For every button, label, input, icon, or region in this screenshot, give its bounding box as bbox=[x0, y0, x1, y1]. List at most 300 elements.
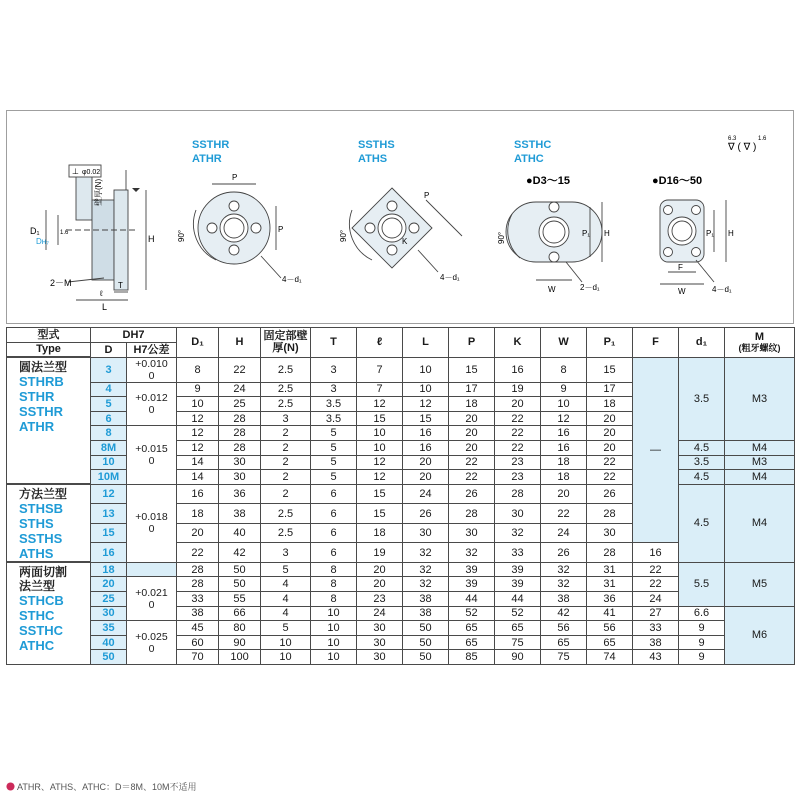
d-cell: 13 bbox=[91, 504, 127, 524]
t-cell: 5 bbox=[311, 441, 357, 456]
l-small-cell: 10 bbox=[357, 426, 403, 441]
t-cell: 10 bbox=[311, 621, 357, 636]
h-cell: 50 bbox=[219, 562, 261, 577]
p1-cell: 26 bbox=[587, 484, 633, 504]
flatness-value: φ0.02 bbox=[82, 169, 101, 176]
view2-p-label: P bbox=[424, 191, 430, 200]
t-cell: 8 bbox=[311, 592, 357, 607]
view-round-flange bbox=[177, 139, 302, 284]
type-code: SSTHR bbox=[19, 404, 64, 420]
view2-hole-label: 4－d₁ bbox=[440, 273, 460, 282]
w-cell: 10 bbox=[541, 397, 587, 412]
h-cell: 28 bbox=[219, 411, 261, 426]
l-small-cell: 24 bbox=[357, 606, 403, 621]
l-small-cell: 7 bbox=[357, 357, 403, 382]
d-cell: 3 bbox=[91, 357, 127, 382]
view3-title-2: ATHC bbox=[514, 153, 544, 165]
f-cell: 43 bbox=[633, 650, 679, 665]
d1-cell: 14 bbox=[177, 470, 219, 485]
type-code: STHS bbox=[19, 516, 54, 532]
d-cell: 25 bbox=[91, 592, 127, 607]
d1-cell: 16 bbox=[177, 484, 219, 504]
n-cell: 4 bbox=[261, 577, 311, 592]
l-small-cell: 15 bbox=[357, 411, 403, 426]
l-cell: 50 bbox=[403, 621, 449, 636]
p-cell: 65 bbox=[449, 635, 495, 650]
d1-cell: 22 bbox=[177, 543, 219, 563]
tol-cell bbox=[127, 621, 177, 665]
l-cell: 38 bbox=[403, 606, 449, 621]
t-cell: 3 bbox=[311, 382, 357, 397]
p1-cell: 18 bbox=[587, 397, 633, 412]
n-cell: 5 bbox=[261, 562, 311, 577]
p1-cell: 22 bbox=[587, 455, 633, 470]
l-cell: 32 bbox=[403, 543, 449, 563]
k-cell: 90 bbox=[495, 650, 541, 665]
l-small-label: ℓ bbox=[100, 289, 103, 298]
h-cell: 42 bbox=[219, 543, 261, 563]
header-t: T bbox=[311, 328, 357, 358]
f-cell: 33 bbox=[633, 621, 679, 636]
l-cell: 20 bbox=[403, 470, 449, 485]
type-group-cn: 方法兰型 bbox=[19, 487, 68, 502]
l-cell: 24 bbox=[403, 484, 449, 504]
d-cell: 20 bbox=[91, 577, 127, 592]
view1-hole-label: 4－d₁ bbox=[282, 275, 302, 284]
header-l: L bbox=[403, 328, 449, 358]
k-cell: 44 bbox=[495, 592, 541, 607]
t-cell: 8 bbox=[311, 562, 357, 577]
l-small-cell: 10 bbox=[357, 441, 403, 456]
table-row bbox=[7, 357, 795, 382]
d-cell: 5 bbox=[91, 397, 127, 412]
type-code: STHC bbox=[19, 608, 55, 624]
m-cell: M4 bbox=[725, 484, 795, 562]
roughness-value-1: 6.3 bbox=[728, 136, 737, 142]
d-cell: 8 bbox=[91, 426, 127, 441]
p-cell: 26 bbox=[449, 484, 495, 504]
p1-cell: 65 bbox=[587, 635, 633, 650]
header-row-1 bbox=[7, 328, 795, 343]
d1-small-cell: 4.5 bbox=[679, 441, 725, 456]
view3-title-1: SSTHC bbox=[514, 139, 552, 151]
h-cell: 55 bbox=[219, 592, 261, 607]
l-small-cell: 20 bbox=[357, 577, 403, 592]
type-group-round bbox=[7, 357, 91, 484]
n-cell: 4 bbox=[261, 592, 311, 607]
p1-cell: 28 bbox=[587, 543, 633, 563]
m-cell: M4 bbox=[725, 441, 795, 456]
view3-h-label: H bbox=[604, 229, 610, 238]
p1-cell: 30 bbox=[587, 523, 633, 543]
p-cell: 20 bbox=[449, 441, 495, 456]
k-cell: 22 bbox=[495, 411, 541, 426]
w-cell: 32 bbox=[541, 562, 587, 577]
t-cell: 5 bbox=[311, 470, 357, 485]
p-cell: 39 bbox=[449, 577, 495, 592]
d1-cell: 12 bbox=[177, 411, 219, 426]
p1-cell: 17 bbox=[587, 382, 633, 397]
f-cell: 16 bbox=[633, 543, 679, 563]
view1-title-1: SSTHR bbox=[192, 139, 230, 151]
d1-cell: 20 bbox=[177, 523, 219, 543]
header-p1: P₁ bbox=[587, 328, 633, 358]
p-cell: 22 bbox=[449, 455, 495, 470]
p-cell: 52 bbox=[449, 606, 495, 621]
table-row bbox=[7, 650, 795, 665]
type-code: STHSB bbox=[19, 501, 64, 517]
type-code: SSTHC bbox=[19, 623, 64, 639]
l-small-cell: 30 bbox=[357, 621, 403, 636]
table-row bbox=[7, 621, 795, 636]
d1-small-cell: 3.5 bbox=[679, 357, 725, 440]
t-cell: 8 bbox=[311, 577, 357, 592]
view3-angle: 90° bbox=[497, 231, 506, 244]
m-cell: M3 bbox=[725, 455, 795, 470]
p-cell: 15 bbox=[449, 357, 495, 382]
w-cell: 38 bbox=[541, 592, 587, 607]
h-cell: 30 bbox=[219, 470, 261, 485]
w-cell: 8 bbox=[541, 357, 587, 382]
view4-h-label: H bbox=[728, 229, 734, 238]
m-cell: M6 bbox=[725, 606, 795, 664]
k-cell: 30 bbox=[495, 504, 541, 524]
header-d: D bbox=[91, 342, 127, 357]
d-cell: 35 bbox=[91, 621, 127, 636]
l-cell: 32 bbox=[403, 562, 449, 577]
p-cell: 20 bbox=[449, 411, 495, 426]
dh7-label: Dʜ₇ bbox=[36, 237, 49, 246]
m-cell: M3 bbox=[725, 357, 795, 440]
h-cell: 50 bbox=[219, 577, 261, 592]
type-code: ATHC bbox=[19, 638, 55, 654]
roughness-value-2: 1.6 bbox=[758, 136, 767, 142]
p-cell: 32 bbox=[449, 543, 495, 563]
tol-cell bbox=[127, 577, 177, 621]
w-cell: 42 bbox=[541, 606, 587, 621]
k-cell: 52 bbox=[495, 606, 541, 621]
view2-k-label: K bbox=[402, 237, 408, 246]
type-group-square bbox=[7, 484, 91, 562]
flatness-symbol: ⊥ bbox=[72, 167, 79, 176]
wall-thickness-label: 壁厚(N) bbox=[94, 178, 103, 206]
tol-cell bbox=[127, 426, 177, 484]
d1-small-cell: 4.5 bbox=[679, 484, 725, 562]
k-cell: 23 bbox=[495, 470, 541, 485]
header-f: F bbox=[633, 328, 679, 358]
technical-drawing bbox=[6, 110, 794, 324]
p-cell: 28 bbox=[449, 504, 495, 524]
table-row bbox=[7, 577, 795, 592]
w-cell: 32 bbox=[541, 577, 587, 592]
t-cell: 6 bbox=[311, 543, 357, 563]
d1-label: D₁ bbox=[30, 226, 40, 236]
footnote bbox=[6, 780, 197, 793]
d1-cell: 12 bbox=[177, 441, 219, 456]
f-cell: 22 bbox=[633, 562, 679, 577]
h-cell: 66 bbox=[219, 606, 261, 621]
table-row bbox=[7, 592, 795, 607]
type-code: STHR bbox=[19, 389, 55, 405]
t-cell: 3.5 bbox=[311, 397, 357, 412]
table-row bbox=[7, 606, 795, 621]
n-cell: 3 bbox=[261, 411, 311, 426]
header-type-cn: 型式 bbox=[7, 328, 91, 343]
p1-cell: 31 bbox=[587, 577, 633, 592]
table-row bbox=[7, 562, 795, 577]
h-cell: 28 bbox=[219, 426, 261, 441]
d-cell: 10 bbox=[91, 455, 127, 470]
view1-p2-label: P bbox=[278, 225, 284, 234]
header-w: W bbox=[541, 328, 587, 358]
t-cell: 6 bbox=[311, 504, 357, 524]
d1-small-cell: 3.5 bbox=[679, 455, 725, 470]
n-cell: 4 bbox=[261, 606, 311, 621]
p1-cell: 28 bbox=[587, 504, 633, 524]
l-cell: 10 bbox=[403, 357, 449, 382]
l-cell: 50 bbox=[403, 650, 449, 665]
n-cell: 10 bbox=[261, 635, 311, 650]
header-m-label: M bbox=[754, 331, 765, 344]
view-cut-flange-large bbox=[652, 175, 734, 296]
l-small-cell: 15 bbox=[357, 484, 403, 504]
k-cell: 16 bbox=[495, 357, 541, 382]
d-cell: 40 bbox=[91, 635, 127, 650]
p-cell: 44 bbox=[449, 592, 495, 607]
d1-cell: 14 bbox=[177, 455, 219, 470]
w-cell: 26 bbox=[541, 543, 587, 563]
l-cell: 16 bbox=[403, 441, 449, 456]
d-cell: 6 bbox=[91, 411, 127, 426]
view4-range-label: ●D16～50 bbox=[652, 175, 703, 187]
type-code: STHRB bbox=[19, 374, 64, 390]
d-cell: 15 bbox=[91, 523, 127, 543]
t-cell: 5 bbox=[311, 426, 357, 441]
k-cell: 32 bbox=[495, 523, 541, 543]
l-cell: 10 bbox=[403, 382, 449, 397]
t-dim-label: T bbox=[118, 281, 123, 290]
p-cell: 17 bbox=[449, 382, 495, 397]
side-view bbox=[30, 165, 155, 312]
type-group-cut bbox=[7, 562, 91, 664]
view3-p1-label: P₁ bbox=[582, 229, 591, 238]
d1-cell: 9 bbox=[177, 382, 219, 397]
warning-mark-icon bbox=[6, 782, 15, 791]
l-cell: 20 bbox=[403, 455, 449, 470]
l-small-cell: 12 bbox=[357, 455, 403, 470]
p1-cell: 74 bbox=[587, 650, 633, 665]
view1-title-2: ATHR bbox=[192, 153, 222, 165]
n-cell: 2 bbox=[261, 426, 311, 441]
h-cell: 38 bbox=[219, 504, 261, 524]
view3-w-label: W bbox=[548, 285, 556, 294]
k-cell: 75 bbox=[495, 635, 541, 650]
n-cell: 5 bbox=[261, 621, 311, 636]
k-cell: 39 bbox=[495, 577, 541, 592]
header-l-small: ℓ bbox=[357, 328, 403, 358]
l-cell: 26 bbox=[403, 504, 449, 524]
header-h: H bbox=[219, 328, 261, 358]
view2-title-1: SSTHS bbox=[358, 139, 395, 151]
f-cell: 38 bbox=[633, 635, 679, 650]
d1-cell: 10 bbox=[177, 397, 219, 412]
screw-label: 2－M bbox=[50, 278, 72, 288]
table-row bbox=[7, 543, 795, 563]
l-small-cell: 30 bbox=[357, 635, 403, 650]
w-cell: 24 bbox=[541, 523, 587, 543]
p1-cell: 41 bbox=[587, 606, 633, 621]
l-cell: 30 bbox=[403, 523, 449, 543]
p1-cell: 20 bbox=[587, 411, 633, 426]
k-cell: 65 bbox=[495, 621, 541, 636]
d1-cell: 28 bbox=[177, 562, 219, 577]
tol-lower: 0 bbox=[148, 598, 155, 611]
k-cell: 33 bbox=[495, 543, 541, 563]
k-cell: 23 bbox=[495, 455, 541, 470]
d-cell: 4 bbox=[91, 382, 127, 397]
header-k: K bbox=[495, 328, 541, 358]
table-row bbox=[7, 635, 795, 650]
d-cell: 10M bbox=[91, 470, 127, 485]
w-cell: 16 bbox=[541, 426, 587, 441]
w-cell: 18 bbox=[541, 455, 587, 470]
t-cell: 10 bbox=[311, 650, 357, 665]
m-cell: M4 bbox=[725, 470, 795, 485]
p1-cell: 15 bbox=[587, 357, 633, 382]
f-cell: 22 bbox=[633, 577, 679, 592]
d1-cell: 45 bbox=[177, 621, 219, 636]
d1-cell: 8 bbox=[177, 357, 219, 382]
d1-cell: 70 bbox=[177, 650, 219, 665]
view2-title-2: ATHS bbox=[358, 153, 388, 165]
p1-cell: 22 bbox=[587, 470, 633, 485]
d1-cell: 12 bbox=[177, 426, 219, 441]
view-cut-flange-small bbox=[497, 139, 610, 294]
t-cell: 6 bbox=[311, 484, 357, 504]
tol-upper: +0.012 bbox=[135, 392, 168, 405]
l-small-cell: 20 bbox=[357, 562, 403, 577]
tol-lower: 0 bbox=[148, 523, 155, 536]
l-small-cell: 15 bbox=[357, 504, 403, 524]
w-cell: 22 bbox=[541, 504, 587, 524]
w-cell: 16 bbox=[541, 441, 587, 456]
l-cell: 12 bbox=[403, 397, 449, 412]
l-small-cell: 7 bbox=[357, 382, 403, 397]
header-m-note: (粗牙螺纹) bbox=[738, 343, 781, 354]
header-d1-small: d₁ bbox=[679, 328, 725, 358]
p1-cell: 31 bbox=[587, 562, 633, 577]
h-cell: 90 bbox=[219, 635, 261, 650]
tol-lower: 0 bbox=[148, 369, 155, 382]
n-cell: 2 bbox=[261, 455, 311, 470]
chamfer-label: 1.6 bbox=[60, 230, 69, 236]
h-cell: 100 bbox=[219, 650, 261, 665]
tol-upper: +0.015 bbox=[135, 443, 168, 456]
view3-hole-label: 2－d₁ bbox=[580, 283, 600, 292]
d1-cell: 38 bbox=[177, 606, 219, 621]
t-cell: 10 bbox=[311, 606, 357, 621]
view3-range-label: ●D3～15 bbox=[526, 175, 570, 187]
tol-cell bbox=[127, 484, 177, 562]
view-square-flange bbox=[339, 139, 462, 282]
n-cell: 10 bbox=[261, 650, 311, 665]
t-cell: 5 bbox=[311, 455, 357, 470]
d-cell: 50 bbox=[91, 650, 127, 665]
view4-p1-label: P₁ bbox=[706, 229, 715, 238]
p-cell: 39 bbox=[449, 562, 495, 577]
d-cell: 12 bbox=[91, 484, 127, 504]
w-cell: 20 bbox=[541, 484, 587, 504]
p-cell: 18 bbox=[449, 397, 495, 412]
k-cell: 39 bbox=[495, 562, 541, 577]
t-cell: 3.5 bbox=[311, 411, 357, 426]
p-cell: 65 bbox=[449, 621, 495, 636]
spec-table bbox=[6, 327, 795, 665]
d1-cell: 18 bbox=[177, 504, 219, 524]
type-group-cn: 两面切割法兰型 bbox=[19, 565, 68, 594]
k-cell: 28 bbox=[495, 484, 541, 504]
view1-angle: 90° bbox=[177, 229, 186, 242]
header-type-en: Type bbox=[7, 342, 91, 357]
d-cell: 30 bbox=[91, 606, 127, 621]
n-cell: 2.5 bbox=[261, 397, 311, 412]
p1-cell: 20 bbox=[587, 426, 633, 441]
d1-small-cell: 6.6 bbox=[679, 606, 725, 621]
w-cell: 12 bbox=[541, 411, 587, 426]
l-small-cell: 23 bbox=[357, 592, 403, 607]
n-cell: 2.5 bbox=[261, 357, 311, 382]
t-cell: 6 bbox=[311, 523, 357, 543]
d1-small-cell: 9 bbox=[679, 635, 725, 650]
p1-cell: 20 bbox=[587, 441, 633, 456]
l-cell: 32 bbox=[403, 577, 449, 592]
header-d1: D₁ bbox=[177, 328, 219, 358]
tol-lower: 0 bbox=[148, 455, 155, 468]
view4-f-label: F bbox=[678, 263, 683, 272]
k-cell: 22 bbox=[495, 426, 541, 441]
f-cell: 24 bbox=[633, 592, 679, 607]
k-cell: 22 bbox=[495, 441, 541, 456]
p1-cell: 56 bbox=[587, 621, 633, 636]
d1-cell: 28 bbox=[177, 577, 219, 592]
roughness-text: ∇ ( ∇ ) bbox=[728, 142, 757, 153]
header-m bbox=[725, 328, 795, 358]
view2-angle: 90° bbox=[339, 229, 348, 242]
type-code: SSTHS bbox=[19, 531, 63, 547]
m-cell: M5 bbox=[725, 562, 795, 606]
l-cell: 50 bbox=[403, 635, 449, 650]
h-cell: 40 bbox=[219, 523, 261, 543]
d-cell: 16 bbox=[91, 543, 127, 563]
header-dh7: DH7 bbox=[91, 328, 177, 343]
tol-upper: +0.018 bbox=[135, 511, 168, 524]
h-cell: 36 bbox=[219, 484, 261, 504]
l-cell: 38 bbox=[403, 592, 449, 607]
d1-cell: 33 bbox=[177, 592, 219, 607]
w-cell: 9 bbox=[541, 382, 587, 397]
header-tol: H7公差 bbox=[127, 342, 177, 357]
roughness-symbols bbox=[727, 136, 767, 153]
l-small-cell: 12 bbox=[357, 397, 403, 412]
tol-cell-empty bbox=[127, 562, 177, 577]
p1-cell: 36 bbox=[587, 592, 633, 607]
tol-cell bbox=[127, 382, 177, 426]
n-cell: 2.5 bbox=[261, 504, 311, 524]
tol-lower: 0 bbox=[148, 642, 155, 655]
d1-small-cell: 9 bbox=[679, 650, 725, 665]
t-cell: 3 bbox=[311, 357, 357, 382]
type-code: STHCB bbox=[19, 593, 64, 609]
